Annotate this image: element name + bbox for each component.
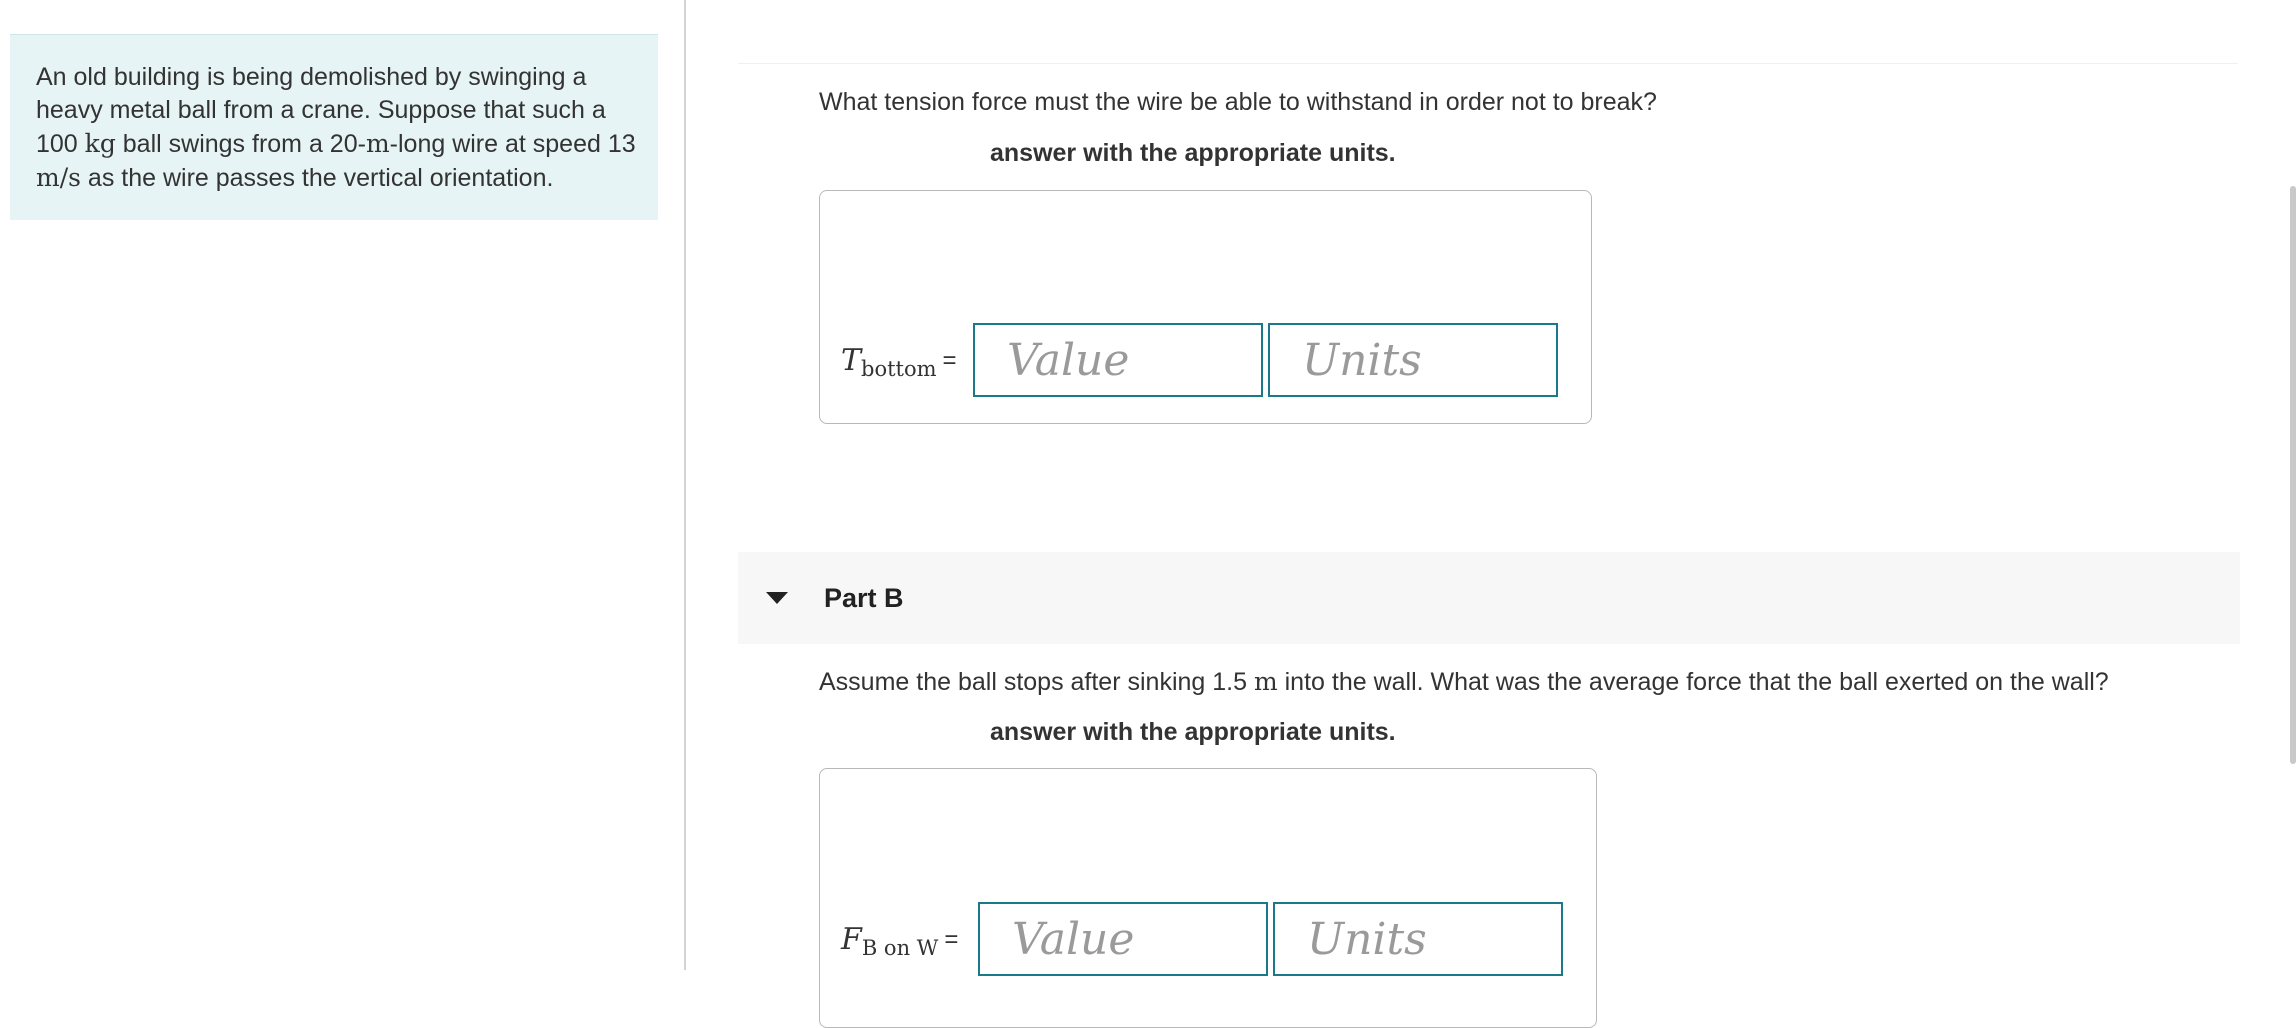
problem-text-part: -long wire at speed 13 (389, 130, 636, 158)
unit-m: m (365, 129, 390, 158)
scrollbar[interactable] (2290, 186, 2296, 764)
part-b-title: Part B (824, 583, 904, 613)
collapse-caret-icon[interactable] (766, 592, 788, 604)
unit-m-per-s: m/s (36, 163, 81, 192)
part-a-instruction: answer with the appropriate units. (990, 139, 1396, 167)
tension-subscript: bottom (861, 357, 937, 381)
problem-statement (36, 61, 646, 195)
part-b-equation-label (841, 922, 958, 960)
part-a-question: What tension force must the wire be able to withstand in order not to break? (819, 88, 1657, 116)
problem-pane (0, 0, 684, 1010)
force-subscript: B on W (861, 936, 939, 960)
unit-kg: kg (84, 129, 116, 158)
part-b-question-text: into the wall. What was the average force that the ball exerted on the wall? (1277, 668, 2109, 696)
problem-text-part: ball swings from a 20- (115, 130, 366, 158)
unit-m: m (1253, 667, 1278, 696)
tension-symbol: T (841, 343, 862, 378)
part-a-value-field[interactable] (973, 323, 1263, 397)
force-symbol: F (841, 922, 862, 957)
part-b-value-input[interactable] (980, 904, 1266, 974)
part-b-units-field[interactable] (1273, 902, 1563, 976)
part-b-units-input[interactable] (1275, 904, 1561, 974)
part-b-answer-box (819, 768, 1597, 1028)
problem-text-part: as the wire passes the vertical orientation. (80, 164, 554, 192)
part-b-question (819, 667, 2109, 697)
part-a-answer-box (819, 190, 1592, 424)
pane-divider (684, 0, 686, 970)
part-a-equation-label (841, 343, 957, 381)
part-b-instruction: answer with the appropriate units. (990, 718, 1396, 746)
equals-sign: = (944, 926, 959, 953)
part-b-question-text: Assume the ball stops after sinking 1.5 (819, 668, 1254, 696)
equals-sign: = (942, 347, 957, 374)
section-rule (738, 63, 2238, 64)
part-b-header[interactable] (738, 552, 2240, 644)
problem-statement-box (10, 34, 658, 220)
part-a-units-field[interactable] (1268, 323, 1558, 397)
part-a-value-input[interactable] (975, 325, 1261, 395)
part-a-units-input[interactable] (1270, 325, 1556, 395)
problem-text-part: An old building is being demolished by swinging a heavy metal ball from a crane. Suppose that such a 100 (36, 63, 606, 158)
part-b-value-field[interactable] (978, 902, 1268, 976)
